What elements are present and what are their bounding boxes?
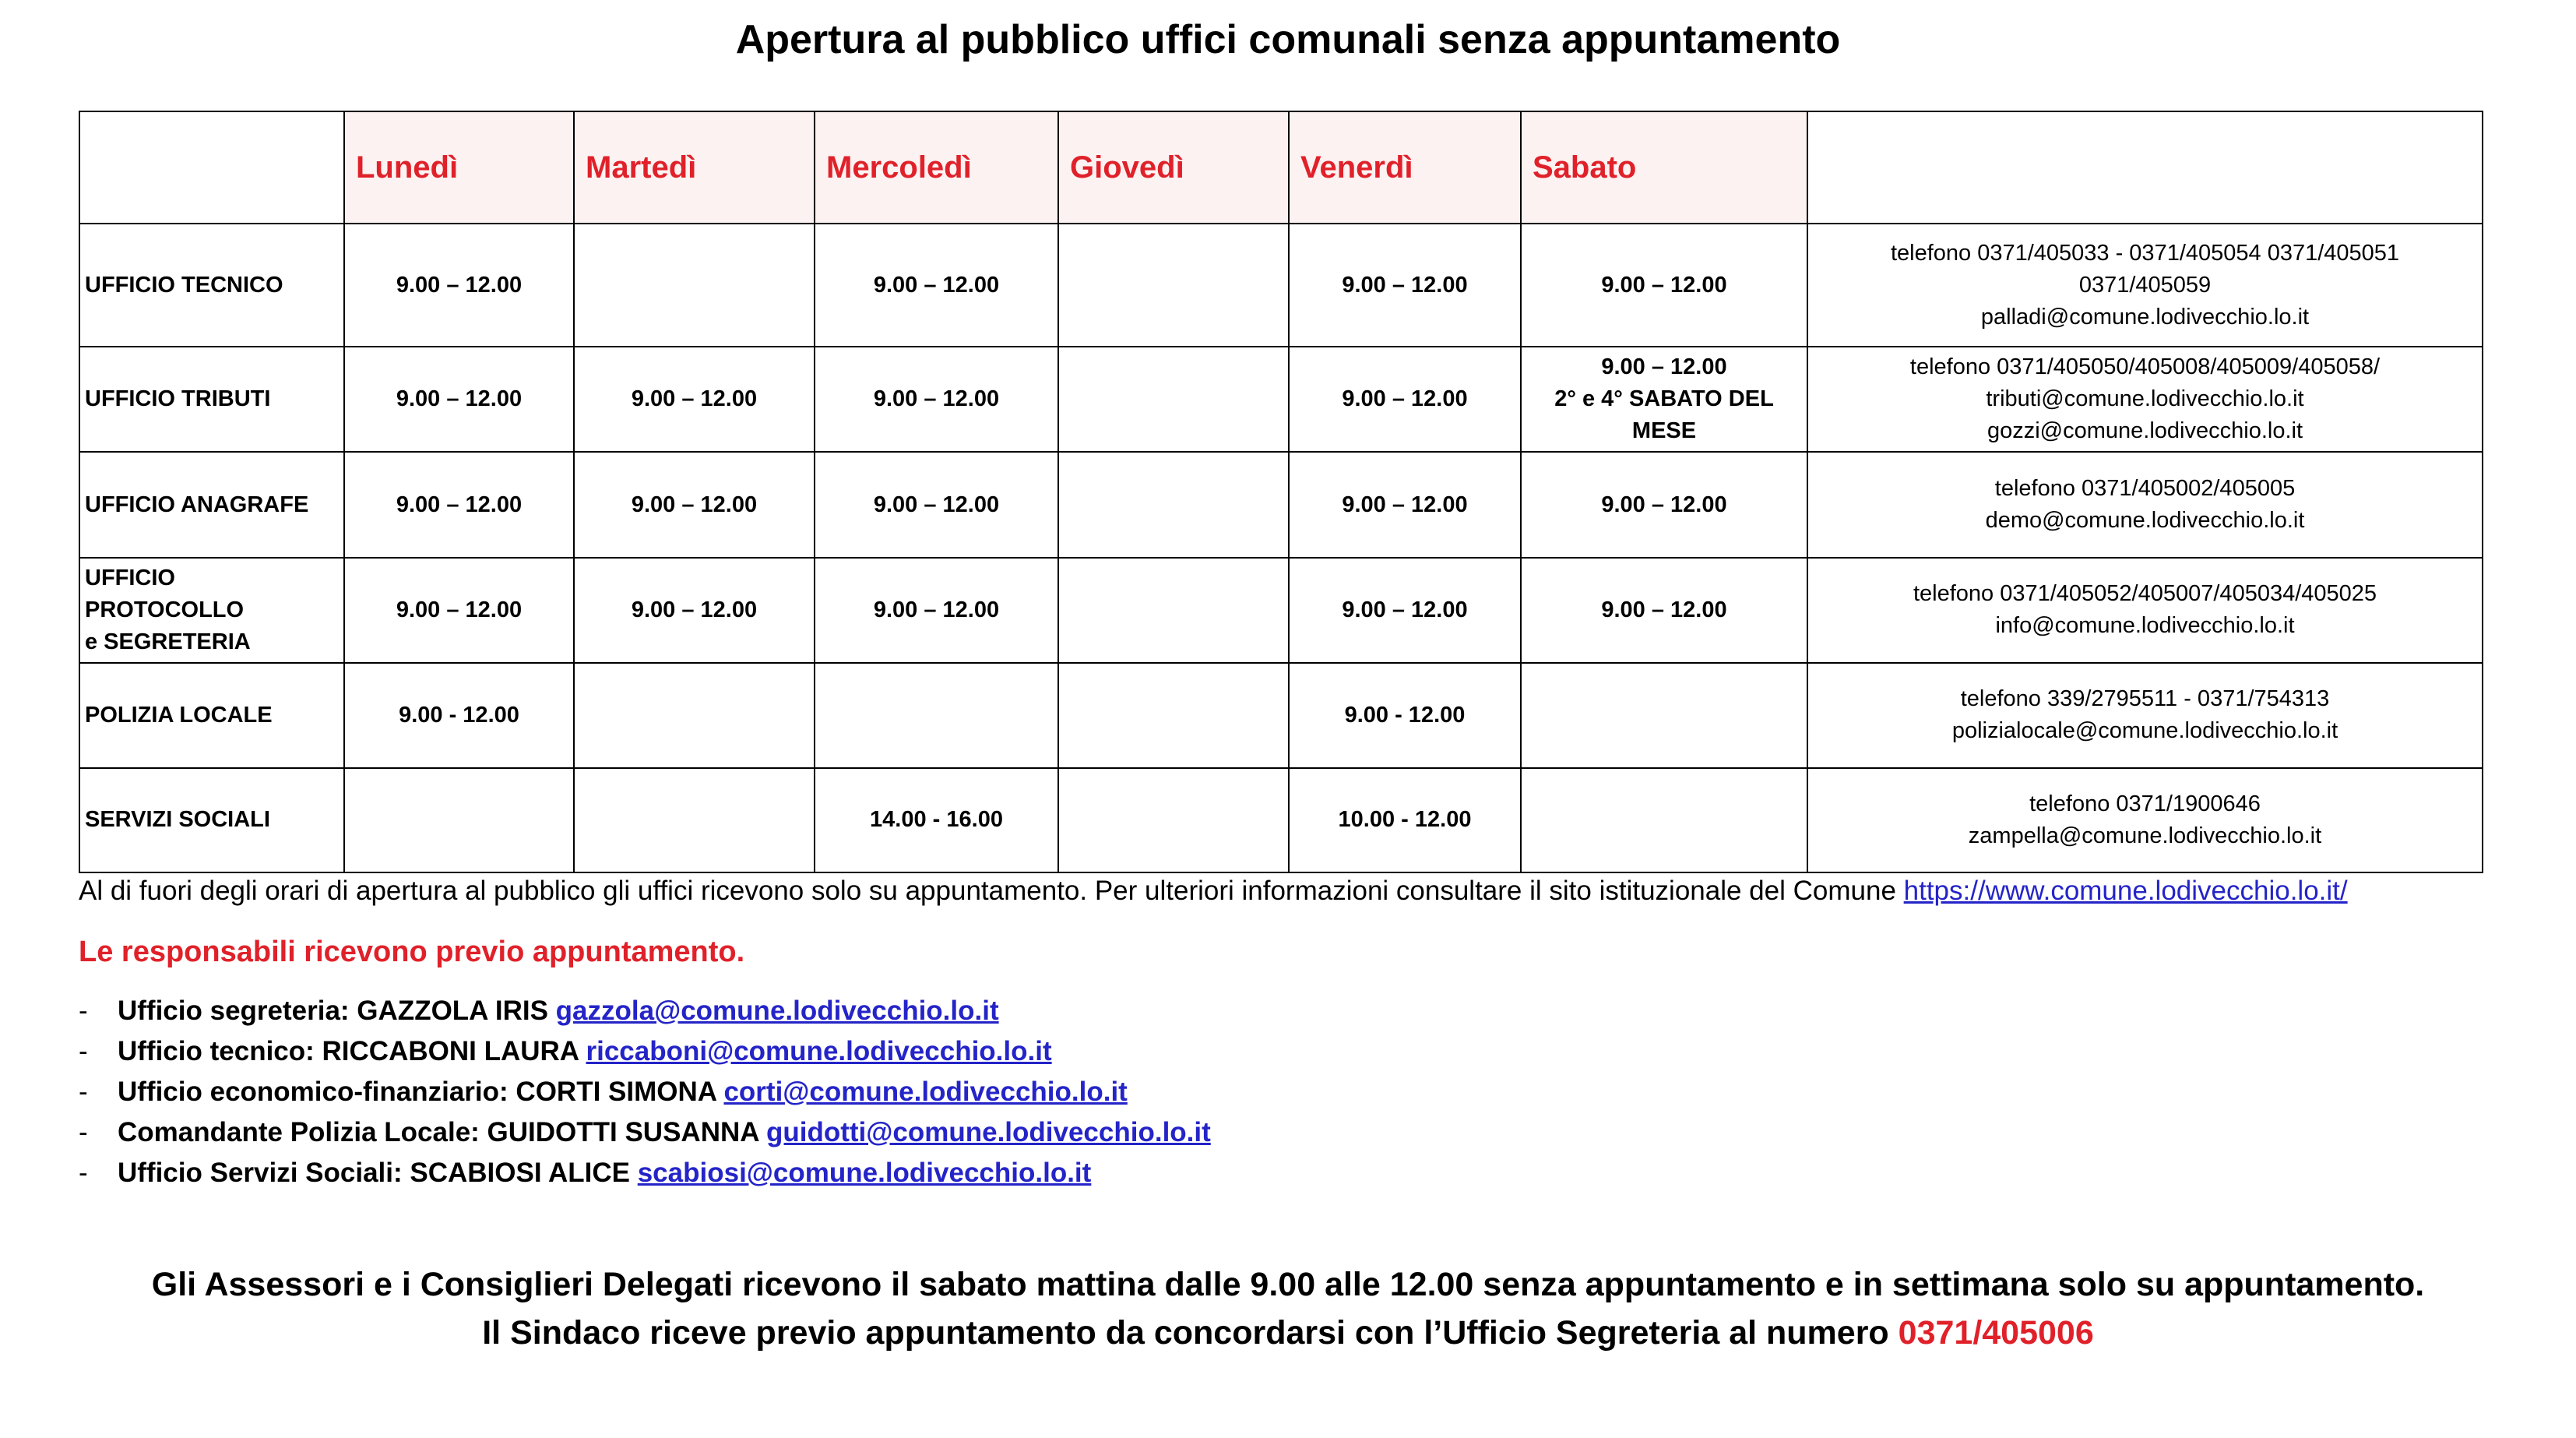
hours-text: 9.00 – 12.00 bbox=[873, 492, 1000, 517]
opening-hours-table bbox=[79, 111, 2483, 873]
hours-text: 10.00 - 12.00 bbox=[1338, 807, 1472, 833]
hours-cell bbox=[1289, 663, 1521, 767]
hours-cell bbox=[1289, 224, 1521, 346]
list-item bbox=[79, 1112, 1211, 1153]
office-name: SERVIZI SOCIALI bbox=[85, 807, 270, 833]
hours-cell bbox=[574, 768, 815, 872]
hours-cell bbox=[1521, 347, 1807, 452]
contact-line: tributi@comune.lodivecchio.lo.it bbox=[1986, 386, 2304, 412]
final-notice-line2-text: Il Sindaco riceve previo appuntamento da concordarsi con l’Ufficio Segreteria al numero bbox=[482, 1314, 1899, 1352]
final-notice-line1: Gli Assessori e i Consiglieri Delegati ricevono il sabato mattina dalle 9.00 alle 12.00 senza appuntamento e in settimana solo su appuntamento. bbox=[151, 1266, 2425, 1303]
hours-cell bbox=[1289, 452, 1521, 557]
hours-cell bbox=[1521, 224, 1807, 346]
hours-cell bbox=[1521, 768, 1807, 872]
hours-cell bbox=[1289, 768, 1521, 872]
table-row bbox=[79, 768, 2483, 872]
hours-cell bbox=[344, 663, 574, 767]
contact-line: 0371/405059 bbox=[2078, 272, 2212, 298]
contact-line: demo@comune.lodivecchio.lo.it bbox=[1985, 508, 2305, 534]
hours-cell bbox=[1521, 558, 1807, 663]
hours-cell bbox=[344, 224, 574, 346]
hours-text: 9.00 – 12.00 bbox=[873, 597, 1000, 622]
hours-text: 14.00 - 16.00 bbox=[870, 807, 1003, 833]
email-link[interactable]: gazzola@comune.lodivecchio.lo.it bbox=[555, 996, 999, 1026]
hours-cell bbox=[574, 347, 815, 452]
email-link[interactable]: riccaboni@comune.lodivecchio.lo.it bbox=[586, 1036, 1052, 1066]
office-name-cell bbox=[79, 663, 344, 767]
hours-cell bbox=[574, 224, 815, 346]
contact-line: telefono 0371/405002/405005 bbox=[1994, 476, 2296, 502]
hours-cell bbox=[1289, 558, 1521, 663]
hours-cell bbox=[574, 452, 815, 557]
final-notice bbox=[0, 1260, 2576, 1357]
hours-cell bbox=[1058, 768, 1289, 872]
website-link[interactable]: https://www.comune.lodivecchio.lo.it/ bbox=[1903, 876, 2348, 906]
hours-cell bbox=[1058, 224, 1289, 346]
hours-text: 9.00 – 12.00 bbox=[1342, 597, 1468, 622]
hours-cell bbox=[344, 558, 574, 663]
responsabile-label: Ufficio tecnico: RICCABONI LAURA bbox=[118, 1036, 586, 1066]
final-notice-line2 bbox=[0, 1309, 2576, 1357]
dash-bullet: - bbox=[79, 1117, 88, 1147]
hours-text: 9.00 – 12.00 bbox=[1342, 272, 1468, 298]
hours-text: 9.00 – 12.00 bbox=[396, 386, 523, 412]
list-item bbox=[79, 991, 1211, 1031]
contact-line: palladi@comune.lodivecchio.lo.it bbox=[1980, 304, 2310, 330]
hours-cell bbox=[574, 663, 815, 767]
hours-cell bbox=[1058, 558, 1289, 663]
office-name-cell bbox=[79, 224, 344, 346]
email-link[interactable]: guidotti@comune.lodivecchio.lo.it bbox=[765, 1117, 1211, 1147]
responsabile-label: Ufficio segreteria: GAZZOLA IRIS bbox=[118, 996, 556, 1026]
hours-text: 9.00 – 12.00 bbox=[1601, 597, 1727, 622]
hours-cell bbox=[815, 347, 1058, 452]
contact-line: info@comune.lodivecchio.lo.it bbox=[1995, 613, 2295, 639]
hours-cell bbox=[344, 347, 574, 452]
hours-text: MESE bbox=[1631, 418, 1697, 444]
hours-text: 9.00 – 12.00 bbox=[1601, 272, 1727, 298]
sindaco-phone: 0371/405006 bbox=[1898, 1314, 2094, 1352]
hours-text: 9.00 – 12.00 bbox=[873, 272, 1000, 298]
contact-line: telefono 0371/1900646 bbox=[2029, 791, 2261, 816]
hours-cell bbox=[815, 452, 1058, 557]
hours-text: 9.00 - 12.00 bbox=[399, 702, 519, 728]
office-name: UFFICIO PROTOCOLLO bbox=[85, 565, 245, 622]
hours-cell bbox=[1058, 663, 1289, 767]
header-day-monday: Lunedì bbox=[344, 111, 574, 224]
responsabili-list bbox=[79, 991, 1211, 1193]
responsabili-title: Le responsabili ricevono previo appuntamento. bbox=[79, 936, 745, 968]
hours-text: 9.00 – 12.00 bbox=[1342, 386, 1468, 412]
contact-line: telefono 339/2795511 - 0371/754313 bbox=[1960, 686, 2330, 712]
hours-cell bbox=[574, 558, 815, 663]
table-row bbox=[79, 224, 2483, 346]
contact-line: telefono 0371/405052/405007/405034/405025 bbox=[1913, 581, 2377, 607]
hours-cell bbox=[344, 768, 574, 872]
list-item bbox=[79, 1031, 1211, 1072]
responsabile-label: Ufficio Servizi Sociali: SCABIOSI ALICE bbox=[118, 1158, 638, 1188]
info-note bbox=[79, 872, 2348, 911]
table-header-row bbox=[79, 111, 2483, 224]
hours-cell bbox=[815, 768, 1058, 872]
hours-text: 9.00 - 12.00 bbox=[1344, 702, 1466, 728]
hours-text: 9.00 – 12.00 bbox=[396, 597, 523, 622]
table-row bbox=[79, 558, 2483, 663]
hours-cell bbox=[1521, 452, 1807, 557]
dash-bullet: - bbox=[79, 1036, 88, 1066]
hours-text: 9.00 – 12.00 bbox=[1601, 492, 1727, 517]
contact-cell bbox=[1807, 663, 2483, 767]
header-day-saturday: Sabato bbox=[1521, 111, 1807, 224]
hours-cell bbox=[344, 452, 574, 557]
hours-cell bbox=[815, 224, 1058, 346]
page-title: Apertura al pubblico uffici comunali senza appuntamento bbox=[735, 17, 1841, 62]
responsabile-label: Ufficio economico-finanziario: CORTI SIMONA bbox=[118, 1077, 724, 1107]
hours-text: 9.00 – 12.00 bbox=[1342, 492, 1468, 517]
office-name: UFFICIO TRIBUTI bbox=[85, 386, 271, 412]
hours-text: 9.00 – 12.00 bbox=[631, 492, 758, 517]
office-name: e SEGRETERIA bbox=[85, 629, 251, 654]
list-item bbox=[79, 1072, 1211, 1112]
hours-text: 9.00 – 12.00 bbox=[396, 272, 523, 298]
list-item bbox=[79, 1153, 1211, 1193]
header-day-friday: Venerdì bbox=[1289, 111, 1521, 224]
contact-line: telefono 0371/405033 - 0371/405054 0371/405051 bbox=[1890, 240, 2400, 266]
header-day-tuesday: Martedì bbox=[574, 111, 815, 224]
header-contact-cell bbox=[1807, 111, 2483, 224]
header-empty-cell bbox=[79, 111, 344, 224]
contact-cell bbox=[1807, 224, 2483, 346]
table-row bbox=[79, 452, 2483, 557]
hours-cell bbox=[815, 558, 1058, 663]
hours-text: 9.00 – 12.00 bbox=[631, 386, 758, 412]
hours-cell bbox=[1289, 347, 1521, 452]
contact-line: zampella@comune.lodivecchio.lo.it bbox=[1968, 823, 2322, 848]
contact-line: telefono 0371/405050/405008/405009/405058/ bbox=[1909, 354, 2381, 380]
contact-line: polizialocale@comune.lodivecchio.lo.it bbox=[1951, 718, 2338, 744]
office-name-cell bbox=[79, 347, 344, 452]
dash-bullet: - bbox=[79, 1158, 88, 1188]
responsabile-label: Comandante Polizia Locale: GUIDOTTI SUSANNA bbox=[118, 1117, 766, 1147]
table-row bbox=[79, 663, 2483, 767]
hours-text: 9.00 – 12.00 bbox=[873, 386, 1000, 412]
hours-cell bbox=[1521, 663, 1807, 767]
office-name-cell bbox=[79, 452, 344, 557]
office-name: UFFICIO TECNICO bbox=[85, 272, 283, 298]
contact-line: gozzi@comune.lodivecchio.lo.it bbox=[1987, 418, 2303, 444]
info-note-text: Al di fuori degli orari di apertura al pubblico gli uffici ricevono solo su appuntamento. Per ulteriori informazioni consultare il sito istituzionale del Comune bbox=[79, 876, 1904, 906]
hours-cell bbox=[1058, 452, 1289, 557]
hours-text: 9.00 – 12.00 bbox=[396, 492, 523, 517]
office-name-cell bbox=[79, 768, 344, 872]
hours-text: 2° e 4° SABATO DEL bbox=[1554, 386, 1774, 412]
hours-text: 9.00 – 12.00 bbox=[631, 597, 758, 622]
contact-cell bbox=[1807, 558, 2483, 663]
hours-text: 9.00 – 12.00 bbox=[1601, 354, 1727, 380]
email-link[interactable]: scabiosi@comune.lodivecchio.lo.it bbox=[637, 1158, 1092, 1188]
dash-bullet: - bbox=[79, 996, 88, 1026]
header-day-wednesday: Mercoledì bbox=[815, 111, 1058, 224]
table-row bbox=[79, 347, 2483, 452]
dash-bullet: - bbox=[79, 1077, 88, 1107]
hours-cell bbox=[1058, 347, 1289, 452]
hours-cell bbox=[815, 663, 1058, 767]
contact-cell bbox=[1807, 347, 2483, 452]
email-link[interactable]: corti@comune.lodivecchio.lo.it bbox=[723, 1077, 1128, 1107]
office-name-cell bbox=[79, 558, 344, 663]
office-name: UFFICIO ANAGRAFE bbox=[85, 492, 309, 517]
contact-cell bbox=[1807, 768, 2483, 872]
office-name: POLIZIA LOCALE bbox=[85, 702, 273, 728]
contact-cell bbox=[1807, 452, 2483, 557]
header-day-thursday: Giovedì bbox=[1058, 111, 1289, 224]
